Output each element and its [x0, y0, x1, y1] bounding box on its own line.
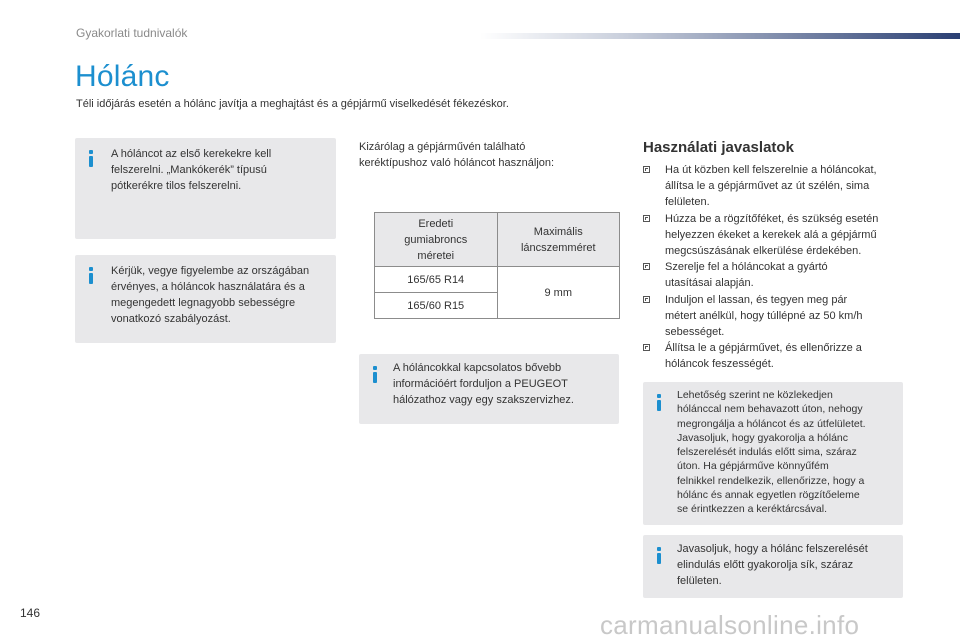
checkbox-bullet-icon	[643, 344, 650, 351]
checkbox-bullet-icon	[643, 263, 650, 270]
info-box-text: Javasoljuk, hogy a hólánc felszerelését elindulás előtt gyakorolja sík, száraz felületen.	[677, 543, 868, 587]
list-item: Induljon el lassan, és tegyen meg pár métert anélkül, hogy túllépné az 50 km/h sebességet.	[643, 292, 908, 341]
page-number: 146	[20, 606, 41, 620]
info-icon	[655, 394, 663, 412]
info-box-peugeot-network	[359, 354, 619, 424]
tyre-intro: Kizárólag a gépjárművén található keréktípushoz való hóláncot használjon:	[359, 141, 555, 169]
info-icon	[87, 267, 95, 285]
info-box-damage-warning	[643, 382, 903, 525]
list-item: Húzza be a rögzítőféket, és szükség esetén helyezzen ékeket a kerekek alá a gépjármű megcsúszásának elkerülése érdekében.	[643, 211, 908, 260]
section-header: Gyakorlati tudnivalók	[76, 26, 188, 40]
info-icon	[655, 547, 663, 565]
list-item: Ha út közben kell felszerelnie a hóláncokat, állítsa le a gépjárművet az út szélén, sima felületen.	[643, 162, 908, 211]
info-icon	[87, 150, 95, 168]
info-box-text: A hóláncokkal kapcsolatos bővebb információért forduljon a PEUGEOT hálózathoz vagy egy szakszervizhez.	[393, 362, 574, 406]
tyre-size-table	[374, 212, 620, 319]
advice-heading: Használati javaslatok	[643, 139, 794, 156]
info-box-front-wheels	[75, 138, 336, 239]
list-item: Szerelje fel a hóláncokat a gyártó utasításai alapján.	[643, 259, 908, 291]
header-rule	[480, 33, 960, 39]
info-box-text: Kérjük, vegye figyelembe az országában érvényes, a hóláncok használatára és a megengedett legnagyobb sebességre vonatkozó szabályozást.	[111, 265, 310, 325]
info-box-text: A hóláncot az első kerekekre kell felszerelni. „Mankókerék” típusú pótkerékre tilos felszerelni.	[111, 148, 272, 192]
info-box-practice	[643, 535, 903, 598]
advice-list	[643, 162, 908, 373]
info-box-regulations	[75, 255, 336, 343]
checkbox-bullet-icon	[643, 296, 650, 303]
watermark: carmanualsonline.info	[600, 610, 860, 640]
checkbox-bullet-icon	[643, 166, 650, 173]
table-cell-link-size: 9 mm	[497, 267, 620, 319]
table-header-link-size: Maximális láncszemméret	[497, 213, 620, 267]
info-icon	[371, 366, 379, 384]
table-cell-tyre-size: 165/60 R15	[375, 293, 498, 319]
checkbox-bullet-icon	[643, 215, 650, 222]
list-item: Állítsa le a gépjárművet, és ellenőrizze a hóláncok feszességét.	[643, 340, 908, 372]
table-header-tyre-size: Eredeti gumiabroncs méretei	[375, 213, 498, 267]
table-cell-tyre-size: 165/65 R14	[375, 267, 498, 293]
info-box-text: Lehetőség szerint ne közlekedjen hólánccal nem behavazott úton, nehogy megrongálja a hóláncot és az útfelületet. Javasoljuk, hogy gyakorolja a hólánc felszerelését indulás előtt sima, száraz úton. Ha gépjárműve könnyűfém felnikkel rendelkezik, ellenőrizze, hogy a hólánc és annak egyetlen rögzítőeleme se érintkezzen a keréktárcsával.	[677, 389, 866, 516]
page-subtitle: Téli időjárás esetén a hólánc javítja a meghajtást és a gépjármű viselkedését fékezéskor.	[76, 98, 509, 110]
page-title: Hólánc	[75, 60, 170, 93]
